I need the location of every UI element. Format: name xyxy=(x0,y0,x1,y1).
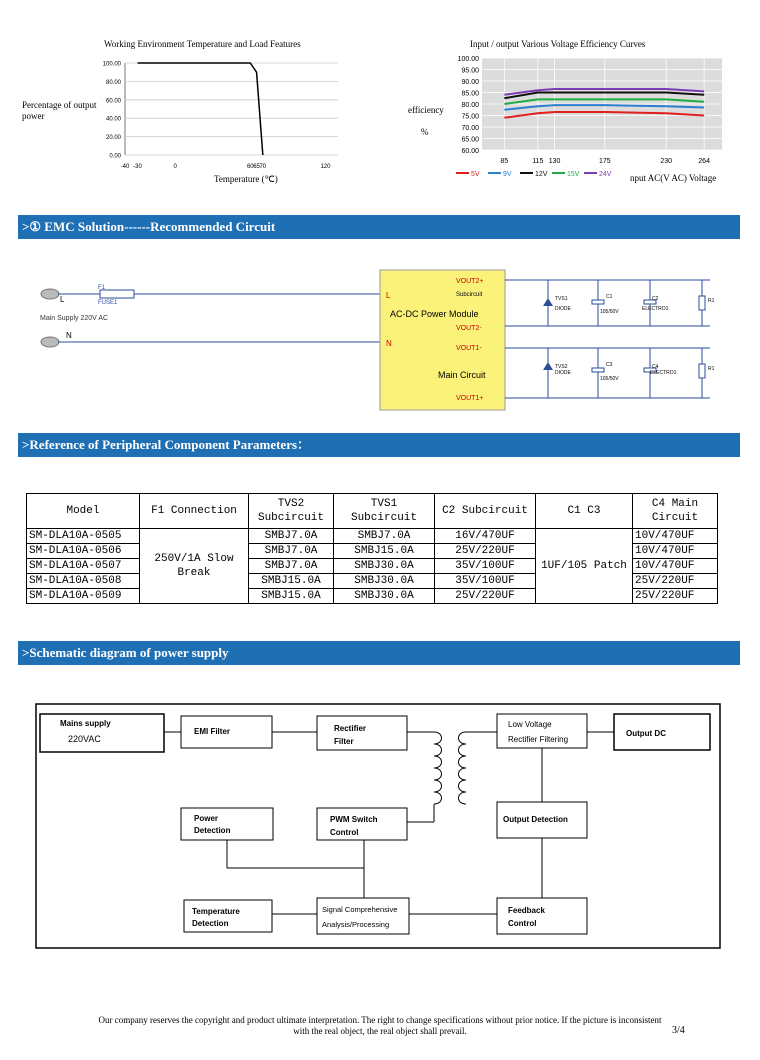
th-model: Model xyxy=(27,494,140,529)
chart1-ylabel-line1: Percentage of output xyxy=(22,100,97,110)
section-params-header: >Reference of Peripheral Component Parameters： xyxy=(18,433,740,457)
cell-c2: 25V/220UF xyxy=(435,589,536,604)
r1-symbol xyxy=(699,296,705,310)
cell-tvs2: SMBJ15.0A xyxy=(249,574,334,589)
power-detection-label-1: Power xyxy=(194,814,219,823)
chart1-load-line xyxy=(138,63,263,155)
emc-fuse-label: FUSE1 xyxy=(98,300,118,306)
c2-electro: ELECTRO1 xyxy=(642,306,669,312)
power-detection-block xyxy=(181,808,273,840)
chart2-title: Input / output Various Voltage Efficiency Curves xyxy=(470,39,646,49)
emi-filter-label: EMI Filter xyxy=(194,727,231,736)
signal-label-2: Analysis/Processing xyxy=(322,920,390,929)
chart1-x-tick: 0 xyxy=(173,164,177,170)
footer-line-1: Our company reserves the copyright and product ultimate interpretation. The right to change specifications without prior notice. If the picture is inconsistent xyxy=(98,1015,662,1025)
cell-tvs1: SMBJ30.0A xyxy=(334,589,435,604)
c1-symbol xyxy=(592,300,604,304)
pwm-label-1: PWM Switch xyxy=(330,815,378,824)
chart2-y-ticks xyxy=(458,56,480,155)
c3-value: 105/50V xyxy=(600,376,619,382)
fuse-symbol xyxy=(100,290,134,298)
chart1-grid xyxy=(125,63,338,155)
chart2-legend-label: 9V xyxy=(503,171,512,178)
terminal-n xyxy=(41,337,59,347)
c1-label: C1 xyxy=(606,294,613,300)
r2-label: R1 xyxy=(708,366,715,372)
chart1-y-tick: 40.00 xyxy=(105,116,121,123)
chart1-series xyxy=(138,63,263,155)
vout2p: VOUT2+ xyxy=(456,278,484,285)
emc-circuit-diagram xyxy=(30,258,730,418)
power-supply-block-diagram xyxy=(34,702,724,952)
chart2-y-tick: 70.00 xyxy=(461,125,479,132)
cell-tvs1: SMBJ30.0A xyxy=(334,574,435,589)
parameter-table xyxy=(26,493,718,604)
chart1-title: Working Environment Temperature and Load Features xyxy=(104,39,301,49)
chart1-x-tick: 60 xyxy=(246,164,254,170)
r1-label: R1 xyxy=(708,298,715,304)
ac-dc-module xyxy=(380,270,505,410)
cell-model: SM-DLA10A-0507 xyxy=(27,559,140,574)
chart1-xlabel: Temperature (℃) xyxy=(214,174,278,184)
table-row xyxy=(27,529,718,544)
c3-symbol xyxy=(592,368,604,372)
cell-model: SM-DLA10A-0506 xyxy=(27,544,140,559)
output-detection-label: Output Detection xyxy=(503,815,568,824)
feedback-label-1: Feedback xyxy=(508,906,545,915)
chart1-x-tick: 120 xyxy=(320,164,331,170)
cell-tvs2: SMBJ7.0A xyxy=(249,544,334,559)
tvs1-diode: DIODE xyxy=(555,306,571,312)
c2-label: C2 xyxy=(652,296,659,302)
chart2-x-tick: 115 xyxy=(532,158,544,165)
low-voltage-label-2: Rectifier Filtering xyxy=(508,735,569,744)
chart1-x-ticks xyxy=(121,164,331,170)
cell-tvs2: SMBJ15.0A xyxy=(249,589,334,604)
tvs2-label: TVS2 xyxy=(555,364,568,370)
cell-c1c3: 1UF/105 Patch xyxy=(536,529,633,604)
page-number: 3/4 xyxy=(672,1025,685,1036)
cell-tvs2: SMBJ7.0A xyxy=(249,559,334,574)
temperature-label-2: Detection xyxy=(192,919,229,928)
signal-label-1: Signal Comprehensive xyxy=(322,905,398,914)
cell-c4: 25V/220UF xyxy=(633,589,718,604)
terminal-l xyxy=(41,289,59,299)
chart2-legend xyxy=(456,171,612,178)
chart1-ylabel xyxy=(22,100,96,122)
cell-model: SM-DLA10A-0505 xyxy=(27,529,140,544)
tvs1-label: TVS1 xyxy=(555,296,568,302)
chart2-ylabel-line1: efficiency xyxy=(408,105,444,115)
cell-model: SM-DLA10A-0508 xyxy=(27,574,140,589)
c4-label: C4 xyxy=(652,364,659,370)
chart2-legend-label: 12V xyxy=(535,171,548,178)
emc-main-supply: Main Supply 220V AC xyxy=(40,315,109,322)
cell-c4: 10V/470UF xyxy=(633,559,718,574)
th-c1c3: C1 C3 xyxy=(536,494,633,529)
emc-l-label: L xyxy=(60,295,65,304)
th-tvs1: TVS1 Subcircuit xyxy=(334,494,435,529)
emc-n-label: N xyxy=(66,331,72,340)
mains-supply-label: Mains supply xyxy=(60,719,111,728)
pwm-label-2: Control xyxy=(330,828,359,837)
chart1-ylabel-line2: power xyxy=(22,111,45,121)
module-l: L xyxy=(386,291,391,300)
cell-c4: 25V/220UF xyxy=(633,574,718,589)
cell-tvs1: SMBJ15.0A xyxy=(334,544,435,559)
cell-tvs1: SMBJ7.0A xyxy=(334,529,435,544)
chart1-y-tick: 20.00 xyxy=(105,135,121,142)
chart2-plot xyxy=(440,52,730,184)
c1-value: 105/50V xyxy=(600,309,619,315)
chart2-y-tick: 65.00 xyxy=(461,136,479,144)
module-name: AC-DC Power Module xyxy=(390,309,479,319)
chart2-x-tick: 175 xyxy=(598,158,611,165)
module-main-circuit: Main Circuit xyxy=(438,370,486,380)
cell-c4: 10V/470UF xyxy=(633,529,718,544)
chart1-x-tick: -30 xyxy=(133,164,142,170)
chart1-x-tick: -40 xyxy=(120,164,130,170)
chart2-y-tick: 60.00 xyxy=(461,148,479,155)
chart2-legend-label: 15V xyxy=(567,171,580,178)
chart2-x-ticks xyxy=(500,158,710,165)
cell-c2: 25V/220UF xyxy=(435,544,536,559)
c4-electro: ELECTRO1 xyxy=(650,370,677,376)
chart2-xlabel: nput AC(V AC) Voltage xyxy=(630,173,717,183)
r2-symbol xyxy=(699,364,705,378)
th-c2: C2 Subcircuit xyxy=(435,494,536,529)
chart2-x-tick: 264 xyxy=(698,158,710,165)
th-c4: C4 Main Circuit xyxy=(633,494,718,529)
feedback-label-2: Control xyxy=(508,919,537,928)
tvs2-diode: DIODE xyxy=(555,370,571,376)
cell-model: SM-DLA10A-0509 xyxy=(27,589,140,604)
th-tvs2: TVS2 Subcircuit xyxy=(249,494,334,529)
chart2-y-tick: 95.00 xyxy=(461,67,479,75)
vout1p: VOUT1+ xyxy=(456,395,484,402)
module-n: N xyxy=(386,339,392,348)
cell-tvs1: SMBJ30.0A xyxy=(334,559,435,574)
cell-tvs2: SMBJ7.0A xyxy=(249,529,334,544)
chart2-y-tick: 75.00 xyxy=(461,113,479,121)
module-subcircuit: Subcircuit xyxy=(456,292,483,298)
output-dc-label: Output DC xyxy=(626,729,666,738)
footer-line-2: with the real object, the real object shall prevail. xyxy=(293,1026,467,1036)
cell-c2: 35V/100UF xyxy=(435,559,536,574)
section-schematic-header: >Schematic diagram of power supply xyxy=(18,641,740,665)
feedback-control-block xyxy=(497,898,587,934)
chart2-y-tick: 85.00 xyxy=(461,90,479,98)
chart2-legend-label: 24V xyxy=(599,171,612,178)
tvs2-symbol xyxy=(543,362,553,370)
chart1-plot xyxy=(90,55,340,185)
tvs1-symbol xyxy=(543,298,553,306)
chart2-x-tick: 130 xyxy=(548,158,561,165)
section-emc-header: >① EMC Solution------Recommended Circuit xyxy=(18,215,740,239)
chart1-x-tick: 65 xyxy=(253,164,260,170)
th-f1: F1 Connection xyxy=(140,494,249,529)
low-voltage-label-1: Low Voltage xyxy=(508,720,552,729)
vout1m: VOUT1- xyxy=(456,345,482,352)
emc-f1-label: F1 xyxy=(98,285,106,291)
cell-f1: 250V/1A Slow Break xyxy=(140,529,249,604)
cell-c2: 35V/100UF xyxy=(435,574,536,589)
rectifier-label-2: Filter xyxy=(334,737,354,746)
footer xyxy=(0,1015,760,1037)
chart1-y-ticks xyxy=(103,62,122,160)
chart2-ylabel-line2: % xyxy=(421,127,429,137)
cell-c2: 16V/470UF xyxy=(435,529,536,544)
chart2-legend-label: 5V xyxy=(471,171,480,178)
power-detection-label-2: Detection xyxy=(194,826,231,835)
c3-label: C3 xyxy=(606,362,613,368)
chart2-y-tick: 90.00 xyxy=(461,79,479,86)
chart1-y-tick: 100.00 xyxy=(102,61,121,68)
chart2-x-tick: 230 xyxy=(660,158,673,165)
table-header-row xyxy=(27,494,718,529)
cell-c4: 10V/470UF xyxy=(633,544,718,559)
mains-voltage-label: 220VAC xyxy=(68,734,101,744)
temperature-label-1: Temperature xyxy=(192,907,240,916)
rectifier-label-1: Rectifier xyxy=(334,724,367,733)
chart2-x-tick: 85 xyxy=(500,158,509,165)
chart1-y-tick: 60.00 xyxy=(105,98,121,105)
chart1-y-tick: 0.00 xyxy=(109,153,121,160)
chart1-y-tick: 80.00 xyxy=(105,79,121,86)
rectifier-filter-block xyxy=(317,716,407,750)
chart2-y-tick: 80.00 xyxy=(461,102,479,109)
chart2-y-tick: 100.00 xyxy=(457,56,479,63)
vout2m: VOUT2- xyxy=(456,325,482,332)
chart1-x-tick: 70 xyxy=(259,164,267,170)
